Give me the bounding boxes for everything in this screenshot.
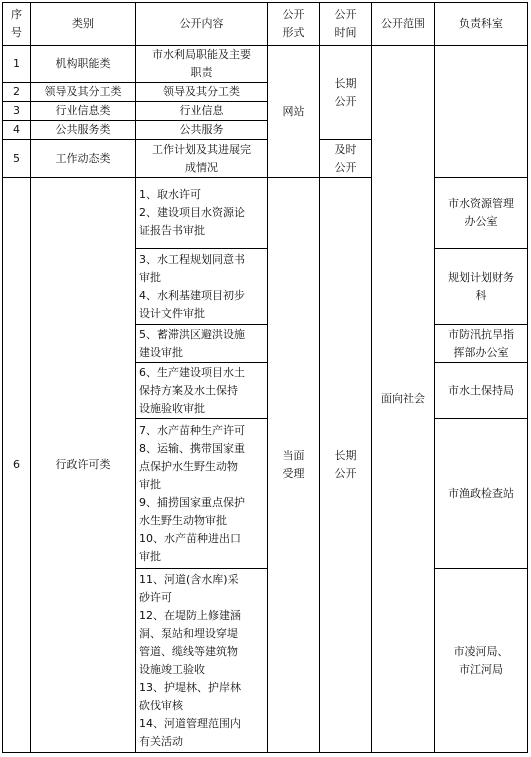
admin-items: 5、蓄滞洪区避洪设施 建设审批 <box>136 325 268 363</box>
row-category: 领导及其分工类 <box>31 83 136 102</box>
header-form: 公开 形式 <box>268 3 320 46</box>
admin-dept: 规划计划财务 科 <box>435 249 528 325</box>
row-category: 公共服务类 <box>31 121 136 140</box>
top-form-cell: 网站 <box>268 46 320 178</box>
header-category: 类别 <box>31 3 136 46</box>
top-time-long-cell: 长期 公开 <box>320 46 372 140</box>
header-scope: 公开范围 <box>372 3 435 46</box>
admin-items: 1、取水许可 2、建设项目水资源论 证报告书审批 <box>136 178 268 249</box>
row-content: 领导及其分工类 <box>136 83 268 102</box>
row-content: 市水利局职能及主要 职责 <box>136 46 268 83</box>
admin-category: 行政许可类 <box>31 178 136 753</box>
admin-form-cell: 当面 受理 <box>268 178 320 753</box>
row-category: 行业信息类 <box>31 102 136 121</box>
admin-seq: 6 <box>3 178 31 753</box>
table-row <box>3 46 528 83</box>
header-dept: 负责科室 <box>435 3 528 46</box>
admin-items: 3、水工程规划同意书 审批 4、水利基建项目初步 设计文件审批 <box>136 249 268 325</box>
admin-dept: 市防汛抗旱指 挥部办公室 <box>435 325 528 363</box>
top-dept-cell <box>435 46 528 178</box>
header-time: 公开 时间 <box>320 3 372 46</box>
row-seq: 4 <box>3 121 31 140</box>
row-seq: 5 <box>3 140 31 178</box>
header-content: 公开内容 <box>136 3 268 46</box>
row-seq: 3 <box>3 102 31 121</box>
scope-cell: 面向社会 <box>372 46 435 753</box>
header-seq: 序 号 <box>3 3 31 46</box>
row-seq: 2 <box>3 83 31 102</box>
row-content: 工作计划及其进展完 成情况 <box>136 140 268 178</box>
admin-dept: 市水土保持局 <box>435 363 528 419</box>
row-seq: 1 <box>3 46 31 83</box>
top-time-timely-cell: 及时 公开 <box>320 140 372 178</box>
admin-items: 7、水产苗种生产许可 8、运输、携带国家重 点保护水生野生动物 审批 9、捕捞国家重点保护 水生野生动物审批 10、水产苗种进出口 审批 <box>136 419 268 569</box>
admin-items: 11、河道(含水库)采 砂许可 12、在堤防上修建涵 洞、泵站和埋设穿堤 管道、缆线等建筑物 设施竣工验收 13、护堤林、护岸林 砍伐审核 14、河道管理范围内 有关活动 <box>136 569 268 753</box>
row-content: 公共服务 <box>136 121 268 140</box>
admin-time-cell: 长期 公开 <box>320 178 372 753</box>
disclosure-table <box>2 2 528 753</box>
header-row <box>3 3 528 46</box>
table-row <box>3 178 528 249</box>
row-content: 行业信息 <box>136 102 268 121</box>
row-category: 机构职能类 <box>31 46 136 83</box>
row-category: 工作动态类 <box>31 140 136 178</box>
admin-dept: 市水资源管理 办公室 <box>435 178 528 249</box>
admin-dept: 市渔政检查站 <box>435 419 528 569</box>
admin-dept: 市凌河局、 市江河局 <box>435 569 528 753</box>
admin-items: 6、生产建设项目水土 保持方案及水土保持 设施验收审批 <box>136 363 268 419</box>
